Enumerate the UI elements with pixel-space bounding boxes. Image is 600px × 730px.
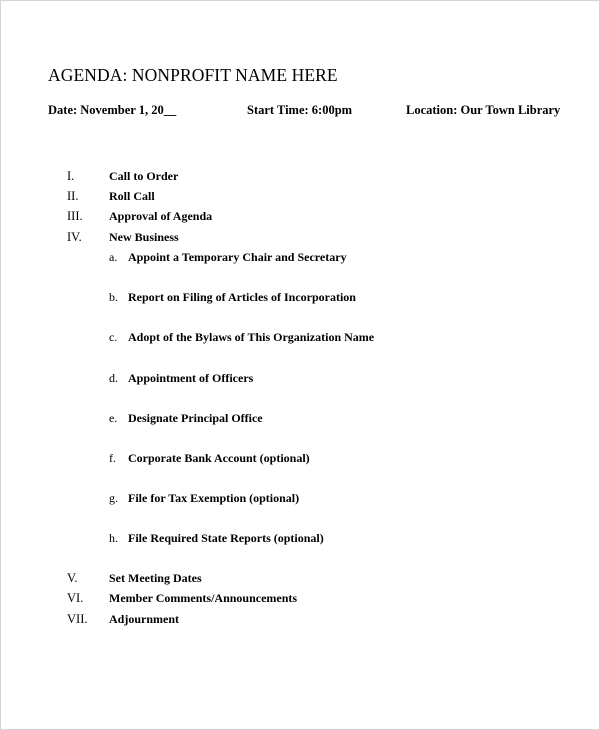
agenda-title: AGENDA: NONPROFIT NAME HERE (48, 65, 338, 85)
sub-item-label: File Required State Reports (optional) (128, 531, 324, 545)
agenda-item-number: VI. (67, 591, 84, 605)
agenda-item-label: Set Meeting Dates (109, 571, 202, 585)
agenda-item-number: I. (67, 169, 75, 183)
sub-item-letter: h. (109, 531, 118, 545)
sub-item-label: Appointment of Officers (128, 371, 254, 385)
sub-item-letter: a. (109, 250, 118, 264)
sub-item-letter: d. (109, 371, 118, 385)
meeting-location: Location: Our Town Library (406, 103, 561, 117)
sub-item-label: Adopt of the Bylaws of This Organization Name (128, 330, 375, 344)
agenda-item-label: New Business (109, 230, 179, 244)
agenda-item-label: Approval of Agenda (109, 209, 213, 223)
sub-item-label: Report on Filing of Articles of Incorporation (128, 290, 356, 304)
sub-item-letter: g. (109, 491, 118, 505)
agenda-item-number: VII. (67, 612, 88, 626)
sub-item-letter: e. (109, 411, 118, 425)
agenda-item-label: Member Comments/Announcements (109, 591, 298, 605)
sub-item-label: File for Tax Exemption (optional) (128, 491, 300, 505)
sub-item-label: Designate Principal Office (128, 411, 263, 425)
agenda-item-number: II. (67, 189, 79, 203)
agenda-item-number: V. (67, 571, 78, 585)
sub-item-letter: f. (109, 451, 116, 465)
sub-item-letter: c. (109, 330, 118, 344)
meeting-start-time: Start Time: 6:00pm (247, 103, 353, 117)
agenda-item-label: Roll Call (109, 189, 155, 203)
agenda-item-number: IV. (67, 230, 82, 244)
sub-item-label: Appoint a Temporary Chair and Secretary (128, 250, 347, 264)
agenda-item-label: Call to Order (109, 169, 179, 183)
sub-item-label: Corporate Bank Account (optional) (128, 451, 310, 465)
agenda-item-number: III. (67, 209, 83, 223)
sub-item-letter: b. (109, 290, 118, 304)
meeting-date: Date: November 1, 20__ (48, 103, 177, 117)
agenda-item-label: Adjournment (109, 612, 180, 626)
